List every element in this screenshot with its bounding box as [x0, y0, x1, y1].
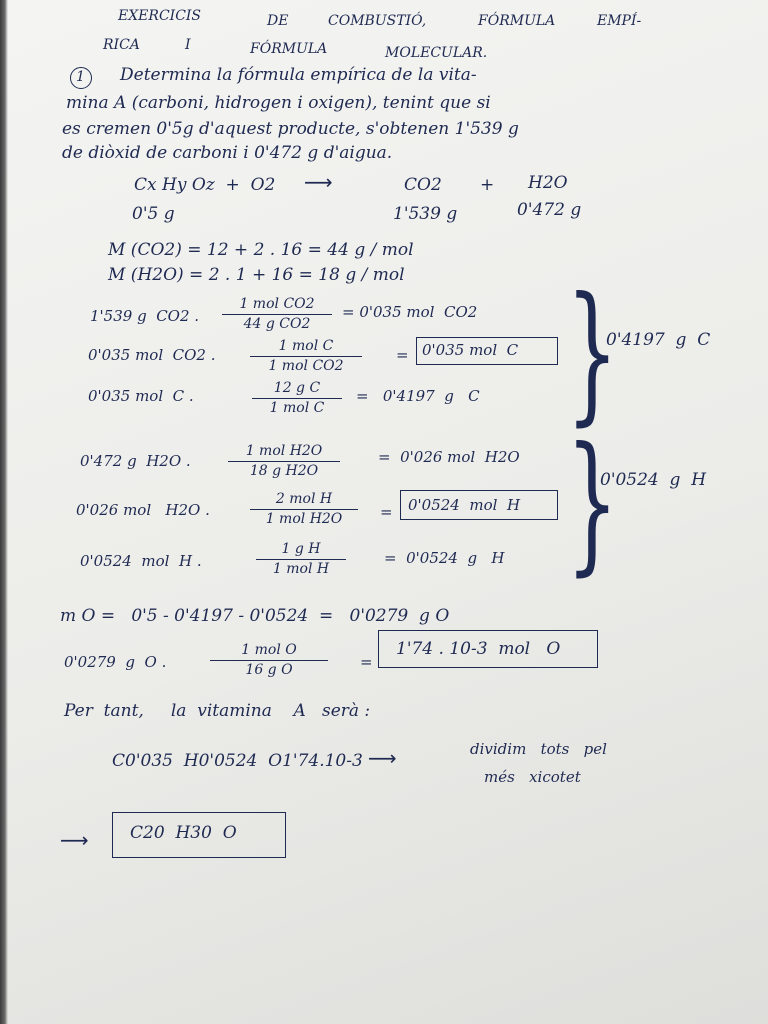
equals-sign: = — [360, 653, 373, 671]
reaction-product: H2O — [528, 173, 568, 193]
fraction-numerator: 1 mol CO2 — [222, 296, 332, 315]
title-word: DE — [267, 13, 289, 29]
problem-number: 1 — [76, 69, 85, 85]
equals-sign: = — [396, 346, 409, 364]
carbon-total: 0'4197 g C — [606, 330, 711, 350]
carbon-row-result: = 0'035 mol CO2 — [342, 303, 478, 321]
fraction-numerator: 1 mol C — [250, 338, 362, 357]
fraction-denominator: 1 mol C — [269, 400, 325, 416]
title-word: FÓRMULA — [250, 41, 328, 57]
oxygen-row-left: 0'0279 g O . — [64, 653, 167, 671]
problem-line: mina A (carboni, hidrogen i oxigen), tenint que si — [66, 93, 491, 113]
co2-mass: 1'539 g — [393, 204, 458, 224]
final-arrow: ⟶ — [60, 828, 89, 852]
carbon-row-left: 1'539 g CO2 . — [90, 307, 200, 325]
carbon-row-left: 0'035 mol CO2 . — [88, 346, 216, 364]
reaction-plus: + — [480, 175, 495, 195]
fraction-numerator: 1 mol H2O — [228, 443, 340, 462]
problem-line: es cremen 0'5g d'aquest producte, s'obtenen 1'539 g — [62, 119, 519, 139]
carbon-fraction — [250, 338, 362, 375]
conclusion-intro: Per tant, la vitamina A serà : — [64, 701, 371, 721]
empirical-raw-formula: C0'035 H0'0524 O1'74.10-3 — [112, 751, 363, 771]
hydrogen-row-left: 0'0524 mol H . — [80, 552, 202, 570]
title-word: FÓRMULA — [478, 13, 556, 29]
conclusion-arrow: ⟶ — [368, 746, 397, 770]
conclusion-note: dividim tots pel — [470, 740, 607, 758]
final-formula: C20 H30 O — [130, 823, 237, 843]
fraction-denominator: 44 g CO2 — [243, 316, 311, 332]
boxed-result: 0'0524 mol H — [408, 496, 521, 514]
hydrogen-total: 0'0524 g H — [600, 470, 707, 490]
fraction-denominator: 1 mol H2O — [265, 511, 343, 527]
title-word: EMPÍ- — [597, 13, 642, 29]
conclusion-note: més xicotet — [484, 768, 581, 786]
fraction-denominator: 1 mol CO2 — [268, 358, 344, 374]
carbon-fraction — [252, 380, 342, 417]
problem-line: Determina la fórmula empírica de la vita- — [120, 65, 477, 85]
fraction-numerator: 12 g C — [252, 380, 342, 399]
molar-mass-h2o: M (H2O) = 2 . 1 + 16 = 18 g / mol — [108, 265, 405, 285]
molar-mass-co2: M (CO2) = 12 + 2 . 16 = 44 g / mol — [108, 240, 414, 260]
hydrogen-row-left: 0'472 g H2O . — [80, 452, 191, 470]
title-word: EXERCICIS — [118, 8, 202, 24]
h2o-mass: 0'472 g — [517, 200, 582, 220]
carbon-row-result: = 0'4197 g C — [356, 387, 480, 405]
hydrogen-fraction — [250, 491, 358, 528]
carbon-fraction — [222, 296, 332, 333]
fraction-numerator: 1 mol O — [210, 642, 328, 661]
title-word: COMBUSTIÓ, — [328, 13, 427, 29]
sample-mass: 0'5 g — [132, 204, 175, 224]
fraction-numerator: 2 mol H — [250, 491, 358, 510]
carbon-row-left: 0'035 mol C . — [88, 387, 194, 405]
fraction-denominator: 18 g H2O — [249, 463, 319, 479]
hydrogen-fraction — [256, 541, 346, 578]
problem-line: de diòxid de carboni i 0'472 g d'aigua. — [62, 143, 393, 163]
carbon-brace: } — [566, 266, 619, 440]
fraction-numerator: 1 g H — [256, 541, 346, 560]
fraction-denominator: 16 g O — [245, 662, 293, 678]
hydrogen-row-result: = 0'0524 g H — [384, 549, 505, 567]
oxygen-mass: m O = 0'5 - 0'4197 - 0'0524 = 0'0279 g O — [60, 606, 450, 626]
equals-sign: = — [380, 503, 393, 521]
boxed-result: 1'74 . 10-3 mol O — [396, 639, 561, 659]
title-word: MOLECULAR. — [385, 45, 488, 61]
hydrogen-fraction — [228, 443, 340, 480]
reaction-arrow: ⟶ — [304, 170, 333, 194]
boxed-result: 0'035 mol C — [422, 341, 519, 359]
hydrogen-brace: } — [566, 416, 619, 590]
fraction-denominator: 1 mol H — [272, 561, 330, 577]
notebook-binding — [0, 0, 8, 1024]
reaction-product: CO2 — [404, 175, 442, 195]
hydrogen-row-left: 0'026 mol H2O . — [76, 501, 210, 519]
oxygen-fraction — [210, 642, 328, 679]
title-word: I — [185, 37, 191, 53]
title-word: RICA — [103, 37, 140, 53]
reaction-reactants: Cx Hy Oz + O2 — [134, 175, 276, 195]
hydrogen-row-result: = 0'026 mol H2O — [378, 448, 520, 466]
